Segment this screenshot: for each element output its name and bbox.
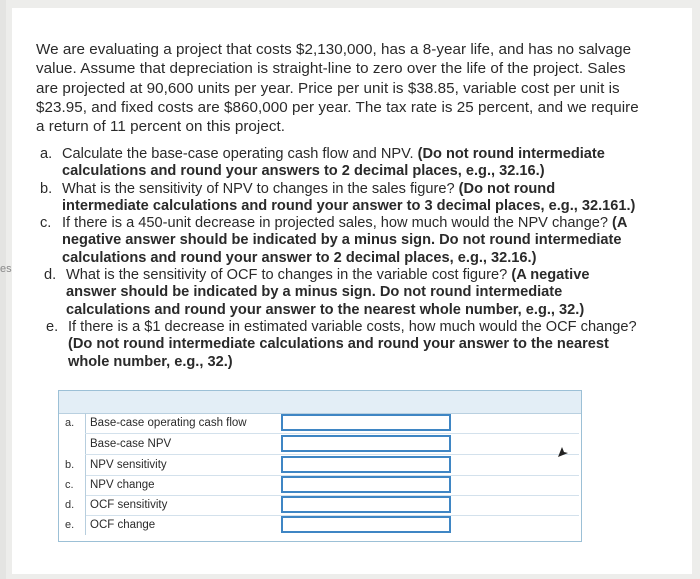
row-label: NPV sensitivity bbox=[85, 455, 277, 475]
question-instruction: (Do not round intermediate calculations and round your answer to the nearest whole number, e.g., 32.) bbox=[68, 336, 609, 370]
npv-sensitivity-input[interactable] bbox=[281, 456, 451, 473]
row-tag: b. bbox=[65, 459, 75, 471]
question-a bbox=[40, 146, 640, 181]
row-tag: e. bbox=[65, 519, 75, 531]
row-label: Base-case NPV bbox=[85, 434, 277, 454]
row-label: OCF change bbox=[85, 515, 277, 535]
question-label: d. bbox=[44, 267, 57, 284]
row-tag: d. bbox=[65, 499, 75, 511]
row-label: Base-case operating cash flow bbox=[85, 413, 277, 433]
answer-table bbox=[58, 390, 582, 542]
answer-row bbox=[59, 515, 579, 535]
question-label: b. bbox=[40, 180, 53, 197]
question-e bbox=[46, 319, 640, 371]
question-text: Calculate the base-case operating cash flow and NPV. bbox=[62, 146, 414, 162]
row-label: NPV change bbox=[85, 475, 277, 495]
answer-row bbox=[59, 413, 579, 433]
answer-row bbox=[59, 434, 579, 454]
question-text: What is the sensitivity of OCF to changes in the variable cost figure? bbox=[66, 267, 508, 284]
question-c bbox=[40, 215, 640, 267]
question-instruction: (Do not round intermediate calculations and round your answers to 2 decimal places, e.g., 32.16.) bbox=[62, 146, 605, 180]
row-tag: c. bbox=[65, 479, 74, 491]
question-text: If there is a $1 decrease in estimated variable costs, how much would the OCF change? bbox=[68, 318, 637, 335]
question-b bbox=[40, 181, 640, 216]
npv-change-input[interactable] bbox=[281, 476, 451, 493]
base-case-npv-input[interactable] bbox=[281, 435, 451, 452]
side-tab-label[interactable]: es bbox=[0, 263, 12, 275]
base-case-ocf-input[interactable] bbox=[281, 414, 451, 431]
question-instruction: (A negative answer should be indicated by a minus sign. Do not round intermediate calculations and round your answer to 2 decimal places, e.g., 32.16.) bbox=[62, 215, 627, 266]
question-text: What is the sensitivity of NPV to changes in the sales figure? bbox=[62, 180, 455, 197]
question-text: If there is a 450-unit decrease in projected sales, how much would the NPV change? bbox=[62, 215, 608, 232]
question-label: e. bbox=[46, 318, 59, 335]
question-d bbox=[44, 267, 640, 319]
answer-row bbox=[59, 475, 579, 495]
question-list bbox=[40, 146, 640, 371]
mouse-cursor-icon bbox=[556, 445, 570, 459]
left-panel-edge bbox=[0, 0, 6, 579]
ocf-change-input[interactable] bbox=[281, 516, 451, 533]
row-tag: a. bbox=[65, 417, 75, 429]
row-label: OCF sensitivity bbox=[85, 495, 277, 515]
ocf-sensitivity-input[interactable] bbox=[281, 496, 451, 513]
answer-row bbox=[59, 455, 579, 475]
answer-table-header bbox=[59, 391, 581, 414]
question-instruction: (A negative answer should be indicated by a minus sign. Do not round intermediate calculations and round your answer to the nearest whole number, e.g., 32.) bbox=[66, 267, 590, 318]
problem-statement: We are evaluating a project that costs $2,130,000, has a 8-year life, and has no salvage value. Assume that depreciation is straight-line to zero over the life of the project. Sales are projected at 90,600 units per year. Price per unit is $38.85, variable cost per unit is $23.95, and fixed costs are $860,000 per year. The tax rate is 25 percent, and we require a return of 11 percent on this project. bbox=[36, 41, 639, 136]
answer-row bbox=[59, 495, 579, 515]
question-label: a. bbox=[40, 146, 53, 162]
question-instruction: (Do not round intermediate calculations and round your answer to 3 decimal places, e.g., 32.161.) bbox=[62, 180, 636, 214]
question-label: c. bbox=[40, 215, 52, 232]
